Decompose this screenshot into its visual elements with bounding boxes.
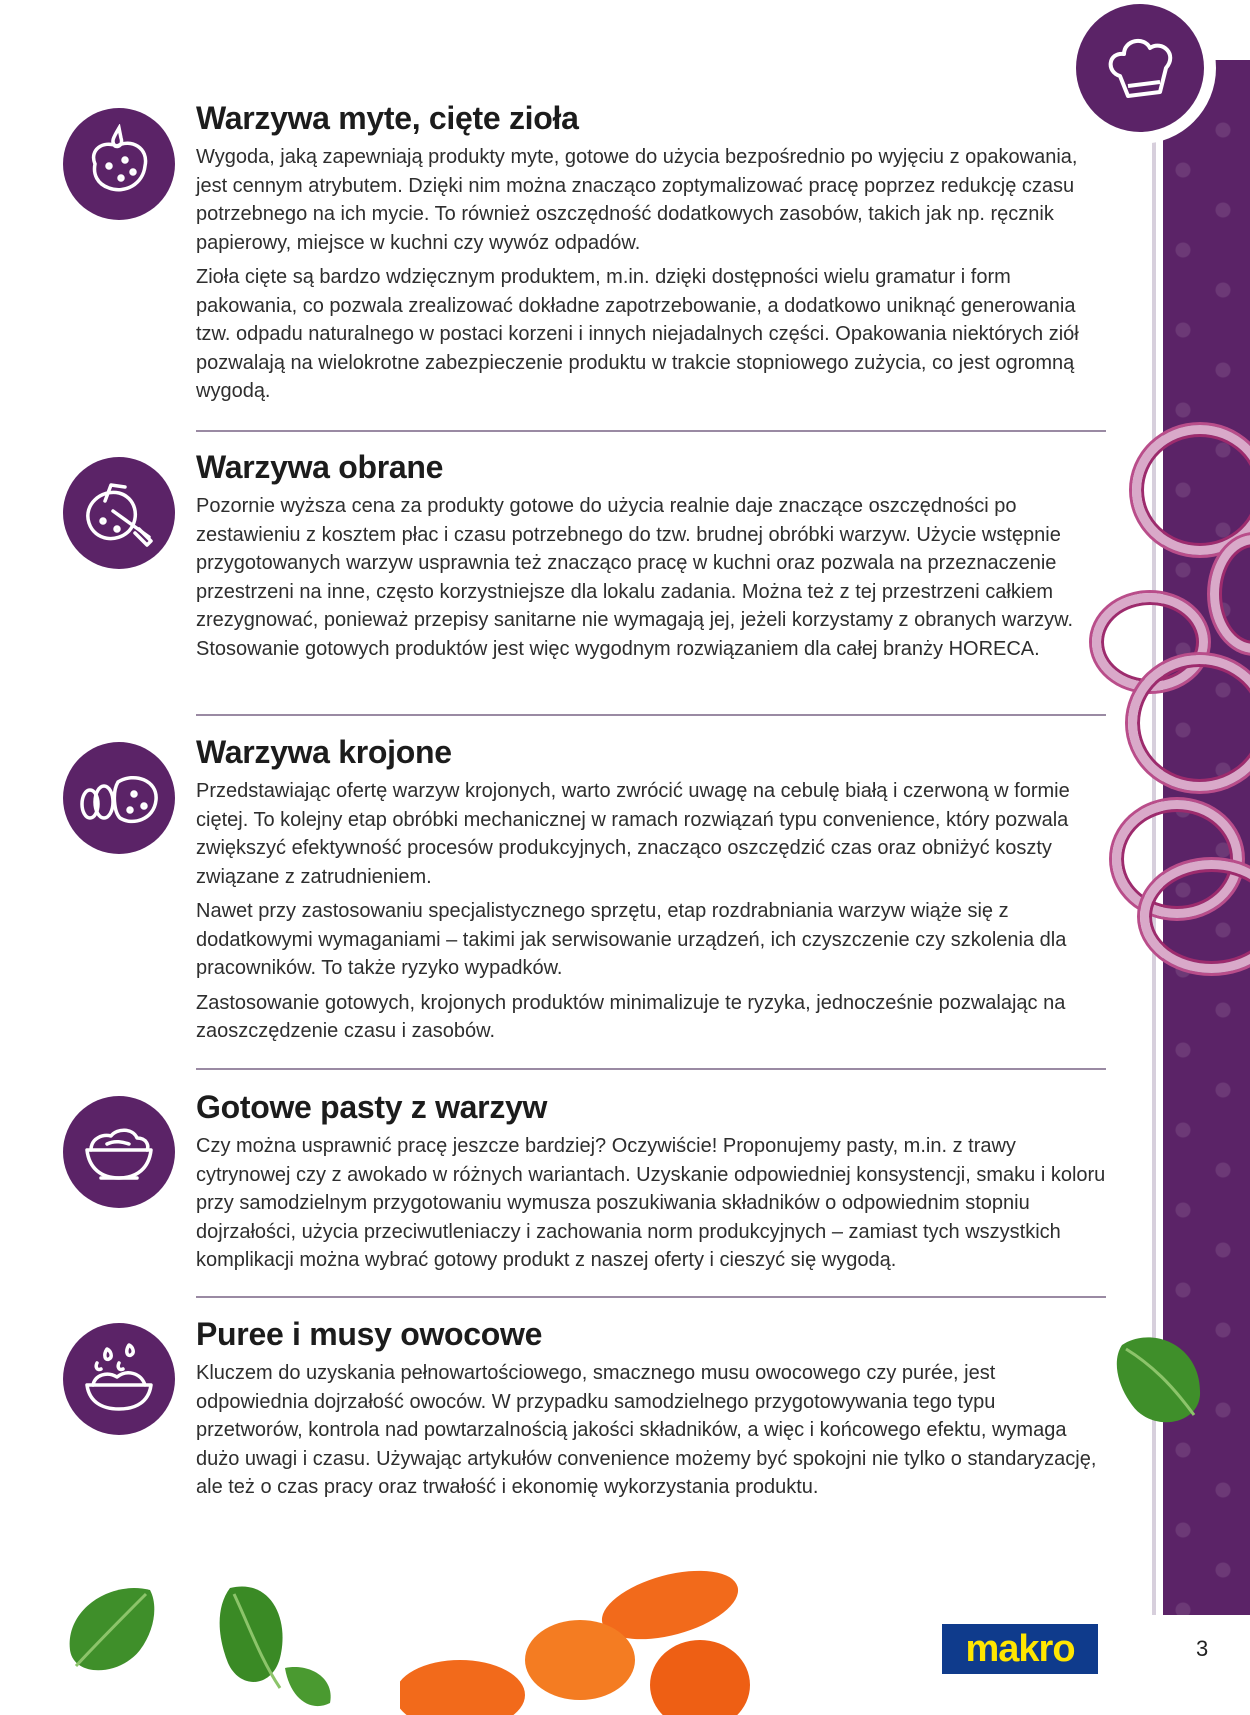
section-paragraph: Nawet przy zastosowaniu specjalistycznego sprzętu, etap rozdrabniania warzyw wiąże się z dodatkowymi wymaganiami – takimi jak serwisowanie urządzeń, ich czyszczenie czy szkolenia dla pracowników. To także ryzyko wypadków. [196,900,1067,979]
section-peeled-vegetables [196,449,1106,669]
section-title: Warzywa myte, cięte zioła [196,100,579,136]
section-divider [196,1068,1106,1070]
section-icon-washed [63,108,175,220]
section-icon-peeled [63,457,175,569]
sliced-potato-icon [74,758,164,838]
section-title: Warzywa krojone [196,734,452,770]
puree-bowl-icon [77,1337,161,1421]
onion-ring-decor [1132,425,1250,555]
section-title: Warzywa obrane [196,449,444,485]
section-paragraph: Pozornie wyższa cena za produkty gotowe do użycia realnie daje znaczące oszczędności po zestawieniu z kosztem płac i czasu potrzebnego do tzw. brudnej obróbki warzyw. Użycie wstępnie przygotowanych warzyw usprawnia też znacząco pracę w kuchni oraz pozwala na przeznaczenie przestrzeni na inne, często korzystniejsze dla lokalu zadania. Można też z tej przestrzeni całkiem zrezygnować, ponieważ przepisy sanitarne nie wymagają jej, jeżeli korzystamy z obranych warzyw. Stosowanie gotowych produktów jest więc wygodnym rozwiązaniem dla całej branży HORECA. [196,495,1074,660]
makro-logo [942,1624,1098,1674]
section-paragraph: Czy można usprawnić pracę jeszcze bardziej? Oczywiście! Proponujemy pasty, m.in. z trawy cytrynowej czy z awokado w różnych wariantach. Uzyskanie odpowiedniej konsystencji, smaku i koloru przy samodzielnym przygotowaniu wymusza poszukiwania składników o odpowiednim stopniu dojrzałości, użycia przeciwutleniaczy i zachowania norm produkcyjnych – zamiast tych wszystkich komplikacji można wybrać gotowy produkt z naszej oferty i cieszyć się wygodą. [196,1135,1106,1271]
logo-text: makro [965,1627,1075,1670]
chef-hat-icon [1098,26,1182,110]
paste-bowl-icon [77,1110,161,1194]
basil-leaf-decor [210,1578,340,1715]
section-divider [196,714,1106,716]
section-paragraph: Zastosowanie gotowych, krojonych produktów minimalizuje te ryzyka, jednocześnie pozwalając na zaoszczędzenie czasu i zasobów. [196,991,1066,1042]
section-paragraph: Przedstawiając ofertę warzyw krojonych, warto zwrócić uwagę na cebulę białą i czerwoną w formie ciętej. To kolejny etap obróbki mechanicznej w ramach rozwiązań typu convenience, który pozwala zwiększyć efektywność procesów produkcyjnych, znacząco oszczędzić czas oraz obniżyć koszty związane z zatrudnieniem. [196,780,1070,888]
peeled-potato-knife-icon [77,471,161,555]
section-divider [196,430,1106,432]
section-washed-vegetables [196,100,1106,412]
section-paragraph: Kluczem do uzyskania pełnowartościowego, smacznego musu owocowego czy purée, jest odpowiednia dojrzałość owoców. W przypadku samodzielnego przygotowywania tego typu przetworów, kontrola nad powtarzalnością jakości składników, a więc i końcowego efektu, wymaga dużo uwagi i czasu. Używając artykułów convenience możemy być spokojni nie tylko o standaryzację, ale też o czas pracy oraz trwałość i ekonomię wykorzystania produktu. [196,1362,1097,1498]
section-divider [196,1296,1106,1298]
section-paragraph: Wygoda, jaką zapewniają produkty myte, gotowe do użycia bezpośrednio po wyjęciu z opakowania, jest cennym atrybutem. Dzięki nim można znacząco zoptymalizować pracę poprzez redukcję czasu potrzebnego na ich mycie. To również oszczędność dodatkowych zasobów, takich jak np. ręcznik papierowy, miejsce w kuchni czy wywóz odpadów. [196,146,1078,254]
section-title: Puree i musy owocowe [196,1316,543,1352]
section-icon-puree [63,1323,175,1435]
section-icon-sliced [63,742,175,854]
section-title: Gotowe pasty z warzyw [196,1089,548,1125]
basil-leaf-decor [60,1580,160,1680]
section-vegetable-pastes [196,1089,1106,1281]
carrot-slices-decor [400,1565,760,1715]
page-number: 3 [1196,1636,1209,1661]
basil-leaf-decor [1112,1325,1212,1435]
section-fruit-puree [196,1316,1106,1508]
section-paragraph: Zioła cięte są bardzo wdzięcznym produktem, m.in. dzięki dostępności wielu gramatur i form pakowania, co pozwala zrealizować dokładne zapotrzebowanie, a dodatkowo uniknąć generowania tzw. odpadu naturalnego w postaci korzeni i innych niejadalnych części. Opakowania niektórych ziół pozwalają na wielokrotne zabezpieczenie produktu w trakcie stopniowego zużycia, co jest ogromną wygodą. [196,266,1079,402]
washed-potato-icon [79,124,159,204]
section-sliced-vegetables [196,734,1106,1052]
section-icon-paste [63,1096,175,1208]
